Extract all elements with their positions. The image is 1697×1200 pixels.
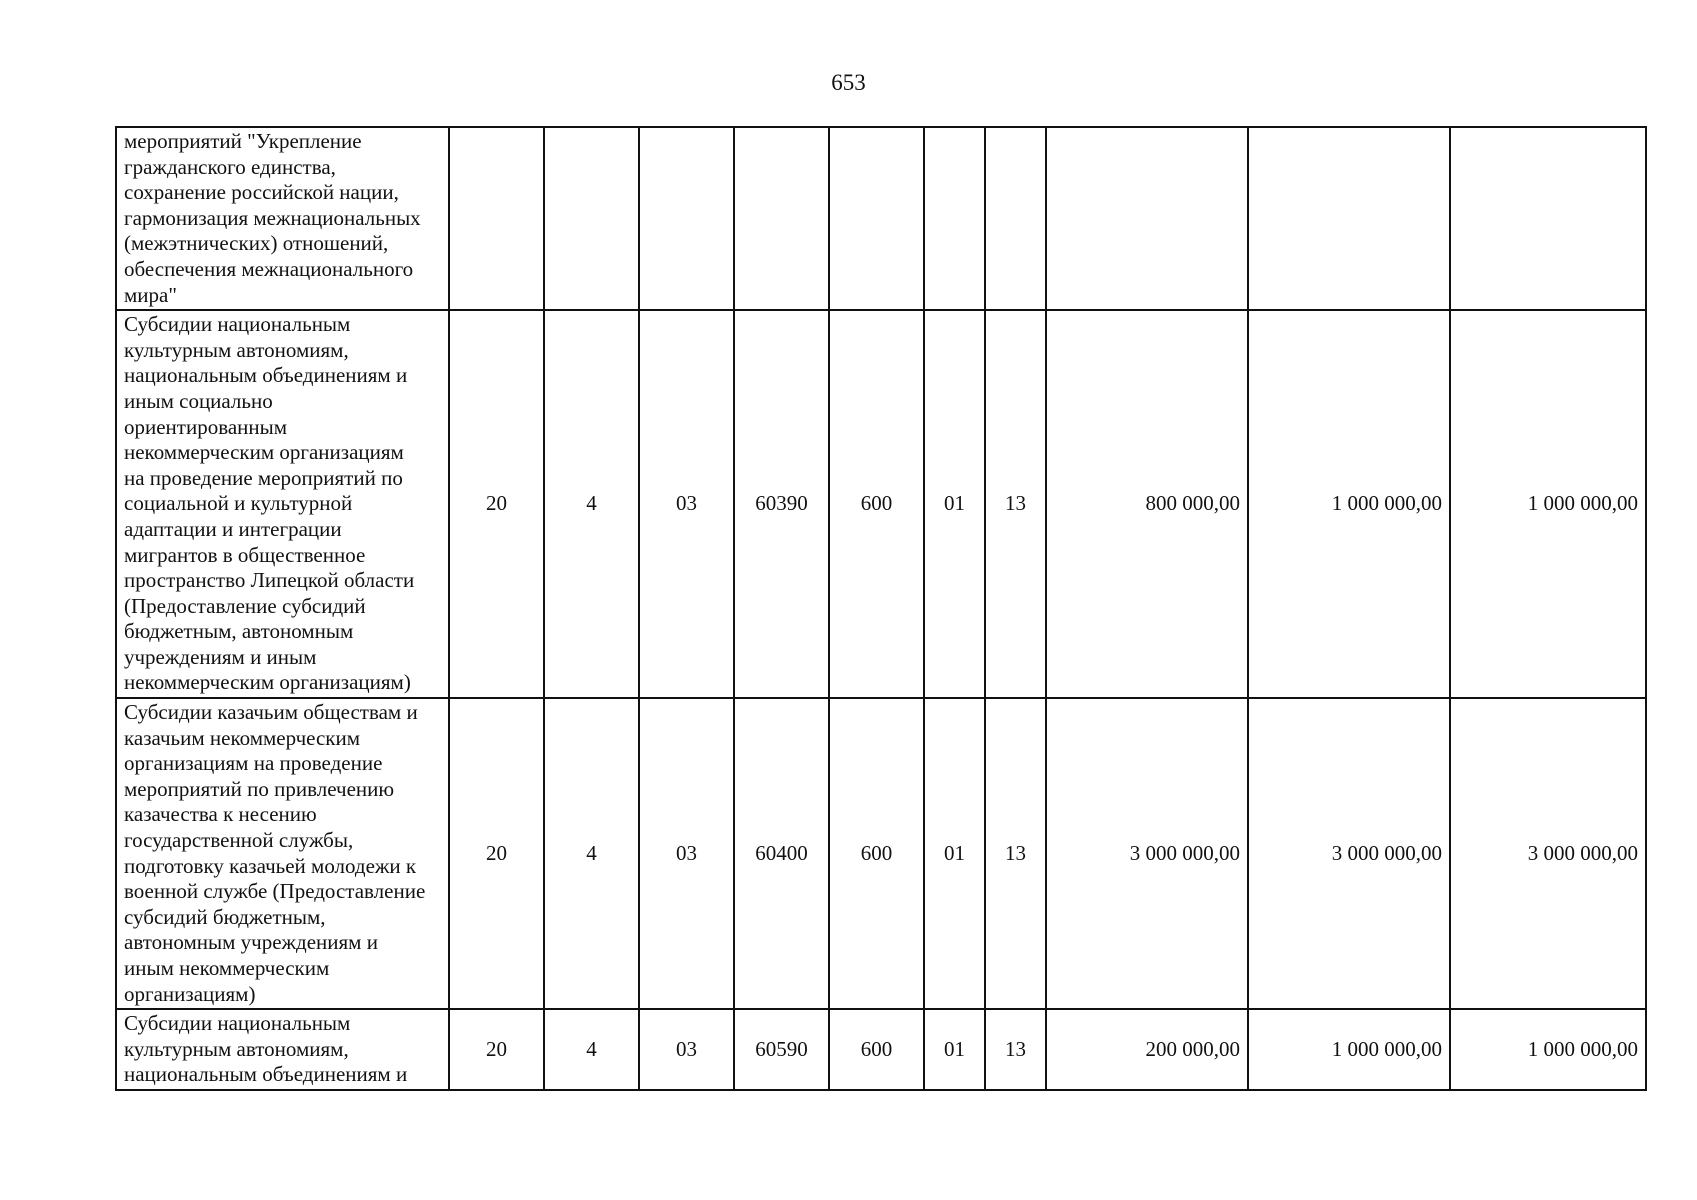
page-number: 653 <box>831 70 866 95</box>
direction-code-cell: 60400 <box>734 698 829 1009</box>
description-line: субсидий бюджетным, <box>124 904 326 929</box>
amount-year-1: 3 000 000,00 <box>1046 698 1248 1009</box>
description-line: на проведение мероприятий по <box>124 465 403 490</box>
expense-type-cell: 600 <box>829 1009 924 1090</box>
amount-year-3: 3 000 000,00 <box>1450 698 1646 1009</box>
section-code-cell: 01 <box>924 698 985 1009</box>
subsection-code-cell <box>985 127 1046 310</box>
description-line: бюджетным, автономным <box>124 619 354 644</box>
description-line: автономным учреждениям и <box>124 930 378 955</box>
direction-code-cell: 60590 <box>734 1009 829 1090</box>
program-code-cell: 4 <box>544 698 639 1009</box>
description-line: мира" <box>124 282 177 307</box>
description-line: мероприятий "Укрепление <box>124 129 362 153</box>
description-line: социальной и культурной <box>124 491 353 516</box>
description-line: мероприятий по привлечению <box>124 776 395 801</box>
description-line: некоммерческим организациям) <box>124 670 411 695</box>
description-line: обеспечения межнационального <box>124 256 414 281</box>
amount-year-2 <box>1248 127 1450 310</box>
description-line: мигрантов в общественное <box>124 542 366 567</box>
description-line: казачьим некоммерческим <box>124 725 361 750</box>
row-description <box>116 310 449 698</box>
amount-year-2: 1 000 000,00 <box>1248 1009 1450 1090</box>
subsection-code-cell: 13 <box>985 698 1046 1009</box>
amount-year-1: 800 000,00 <box>1046 310 1248 698</box>
description-line: культурным автономиям, <box>124 337 349 362</box>
expense-type-cell: 600 <box>829 698 924 1009</box>
subsection-code-cell: 13 <box>985 310 1046 698</box>
description-line: гармонизация межнациональных <box>124 205 421 230</box>
row-description <box>116 127 449 310</box>
description-line: национальным объединениям и <box>124 1062 408 1087</box>
amount-year-3 <box>1450 127 1646 310</box>
admin-code-cell: 20 <box>449 1009 544 1090</box>
subprogram-code-cell: 03 <box>639 310 734 698</box>
section-code-cell: 01 <box>924 1009 985 1090</box>
description-line: государственной службы, <box>124 828 354 853</box>
description-line: организациям на проведение <box>124 751 383 776</box>
description-line: Субсидии национальным <box>124 312 351 337</box>
description-line: организациям) <box>124 981 256 1006</box>
direction-code-cell: 60390 <box>734 310 829 698</box>
program-code-cell: 4 <box>544 310 639 698</box>
table-row <box>116 127 1646 310</box>
amount-year-1 <box>1046 127 1248 310</box>
program-code-cell: 4 <box>544 1009 639 1090</box>
description-line: некоммерческим организациям <box>124 440 404 465</box>
description-line: ориентированным <box>124 414 288 439</box>
amount-year-2: 1 000 000,00 <box>1248 310 1450 698</box>
description-line: казачества к несению <box>124 802 317 827</box>
description-line: иным социально <box>124 388 273 413</box>
amount-year-3: 1 000 000,00 <box>1450 1009 1646 1090</box>
table-row <box>116 1009 1646 1090</box>
description-line: гражданского единства, <box>124 154 336 179</box>
admin-code-cell: 20 <box>449 310 544 698</box>
amount-year-3: 1 000 000,00 <box>1450 310 1646 698</box>
description-line: Субсидии казачьим обществам и <box>124 700 418 725</box>
table-row <box>116 698 1646 1009</box>
amount-year-1: 200 000,00 <box>1046 1009 1248 1090</box>
description-line: военной службе (Предоставление <box>124 879 426 904</box>
program-code-cell <box>544 127 639 310</box>
description-line: иным некоммерческим <box>124 956 330 980</box>
subprogram-code-cell: 03 <box>639 698 734 1009</box>
expense-type-cell <box>829 127 924 310</box>
description-line: (Предоставление субсидий <box>124 593 366 618</box>
section-code-cell <box>924 127 985 310</box>
subsection-code-cell: 13 <box>985 1009 1046 1090</box>
description-line: пространство Липецкой области <box>124 568 415 593</box>
table-row <box>116 310 1646 698</box>
expense-type-cell: 600 <box>829 310 924 698</box>
description-line: сохранение российской нации, <box>124 180 399 205</box>
row-description <box>116 698 449 1009</box>
description-line: национальным объединениям и <box>124 363 408 388</box>
admin-code-cell: 20 <box>449 698 544 1009</box>
row-description <box>116 1009 449 1090</box>
description-line: подготовку казачьей молодежи к <box>124 853 417 878</box>
description-line: (межэтнических) отношений, <box>124 231 389 256</box>
description-line: учреждениям и иным <box>124 644 317 669</box>
section-code-cell: 01 <box>924 310 985 698</box>
amount-year-2: 3 000 000,00 <box>1248 698 1450 1009</box>
admin-code-cell <box>449 127 544 310</box>
direction-code-cell <box>734 127 829 310</box>
description-line: Субсидии национальным <box>124 1011 351 1036</box>
description-line: адаптации и интеграции <box>124 516 342 541</box>
subprogram-code-cell <box>639 127 734 310</box>
budget-table <box>115 126 1647 1091</box>
subprogram-code-cell: 03 <box>639 1009 734 1090</box>
description-line: культурным автономиям, <box>124 1036 349 1061</box>
